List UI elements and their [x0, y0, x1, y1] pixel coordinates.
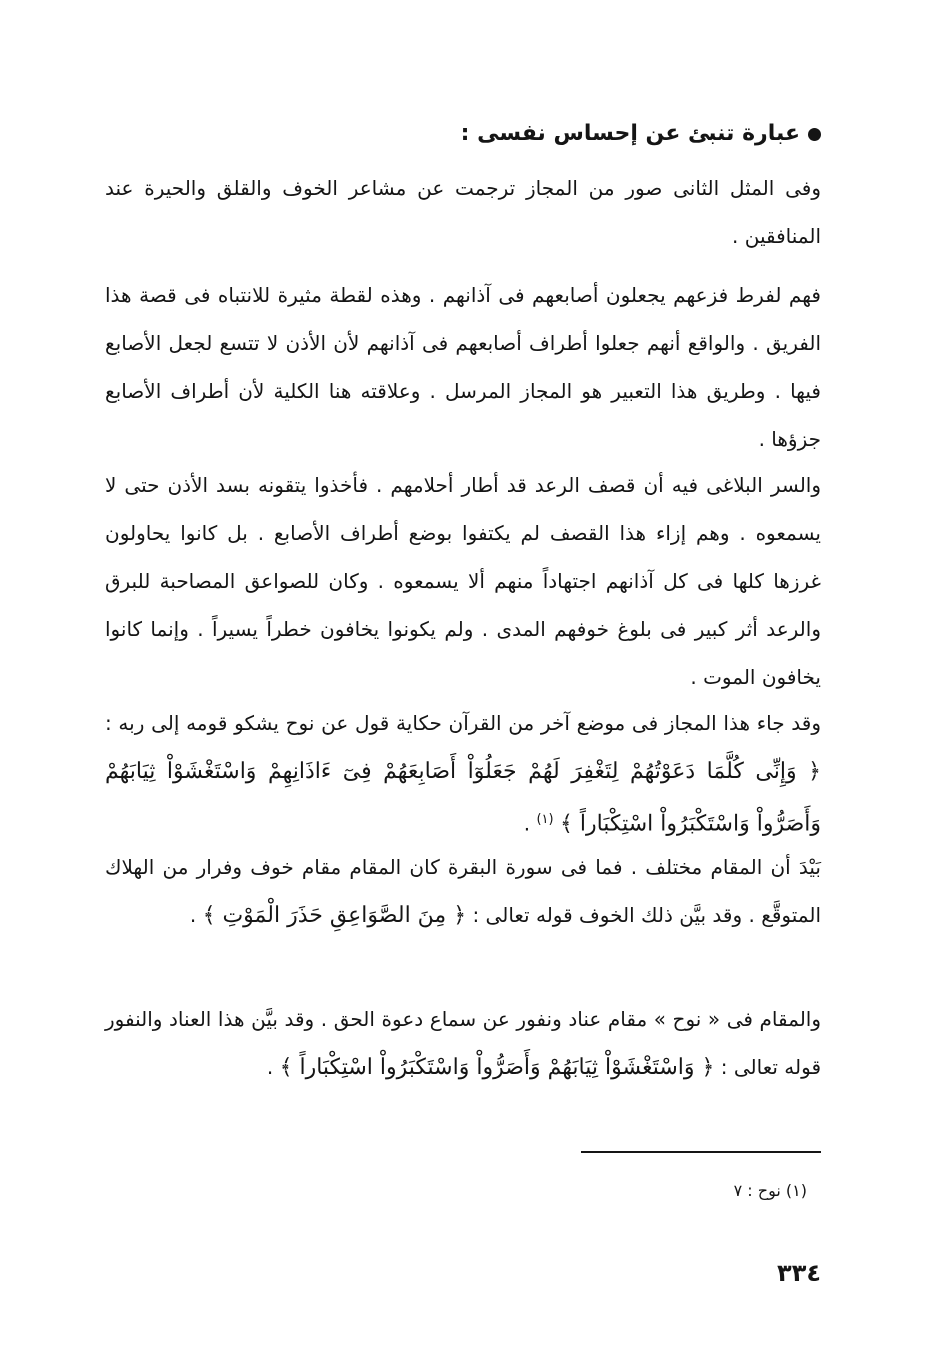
section-heading	[461, 112, 821, 156]
footnote-reference: (١)	[536, 812, 554, 827]
footnote-divider	[581, 1151, 821, 1153]
quran-verse-nuh: ﴿ وَإِنِّى كُلَّمَا دَعَوْتُهُمْ لِتَغْفِرَ لَهُمْ جَعَلُوٓاْ أَصَابِعَهُمْ فِىٓ ءَاذَانِهِمْ وَاسْتَغْشَوْاْ ثِيَابَهُمْ وَأَصَرُّواْ وَاسْتَكْبَرُواْ اسْتِكْبَاراً ﴾	[105, 759, 821, 837]
paragraph-5-text: بَيْدَ أن المقام مختلف . فما فى سورة البقرة كان المقام مقام خوف وفرار من الهلاك المتوقَّع . وقد بيَّن ذلك الخوف قوله تعالى :	[105, 855, 821, 927]
paragraph-4-text: وقد جاء هذا المجاز فى موضع آخر من القرآن حكاية قول عن نوح يشكو قومه إلى ربه :	[105, 711, 821, 735]
quran-verse-nuh-2: ﴿ وَاسْتَغْشَوْاْ ثِيَابَهُمْ وَأَصَرُّواْ وَاسْتَكْبَرُواْ اسْتِكْبَاراً ﴾	[279, 1055, 715, 1080]
paragraph-6-end: .	[266, 1055, 274, 1079]
paragraph-2: فهم لفرط فزعهم يجعلون أصابعهم فى آذانهم . وهذه لقطة مثيرة للانتباه فى قصة هذا الفريق . والواقع أنهم جعلوا أطراف أصابعهم فى آذانهم لأن الأذن لا تتسع لجعل الأصابع فيها . وطريق هذا التعبير هو المجاز المرسل . وعلاقته هنا الكلية لأن أطراف الأصابع جزؤها .	[105, 283, 821, 451]
paragraph-6-text: والمقام فى « نوح » مقام عناد ونفور عن سماع دعوة الحق . وقد بيَّن هذا العناد والنفور قوله تعالى :	[105, 1007, 821, 1079]
page-number: ٣٣٤	[777, 1259, 821, 1287]
paragraph-6	[105, 995, 821, 1092]
paragraph-1: وفى المثل الثانى صور من المجاز ترجمت عن مشاعر الخوف والقلق والحيرة عند المنافقين .	[105, 176, 821, 248]
footnote: (١) نوح : ٧	[733, 1181, 807, 1200]
paragraph-5-end: .	[189, 903, 197, 927]
paragraph-4	[105, 699, 821, 849]
paragraph-3: والسر البلاغى فيه أن قصف الرعد قد أطار أحلامهم . فأخذوا يتقونه بسد الأذن حتى لا يسمعوه . وهم إزاء هذا القصف لم يكتفوا بوضع أطراف الأصابع . بل كانوا يحاولون غرزها كلها فى كل آذانهم اجتهاداً منهم ألا يسمعوه . وكان للصواعق المصاحبة للبرق والرعد أثر كبير فى بلوغ خوفهم المدى . ولم يكونوا يخافون خطراً يسيراً . وإنما كانوا يخافون الموت .	[105, 473, 821, 689]
bullet-icon	[808, 128, 821, 141]
paragraph-4-end: .	[523, 811, 531, 836]
quran-verse-baqara: ﴿ مِنَ الصَّوَاعِقِ حَذَرَ الْمَوْتِ ﴾	[202, 903, 467, 928]
paragraph-5	[105, 843, 821, 940]
section-heading-text: عبارة تنبئ عن إحساس نفسى :	[460, 121, 800, 146]
